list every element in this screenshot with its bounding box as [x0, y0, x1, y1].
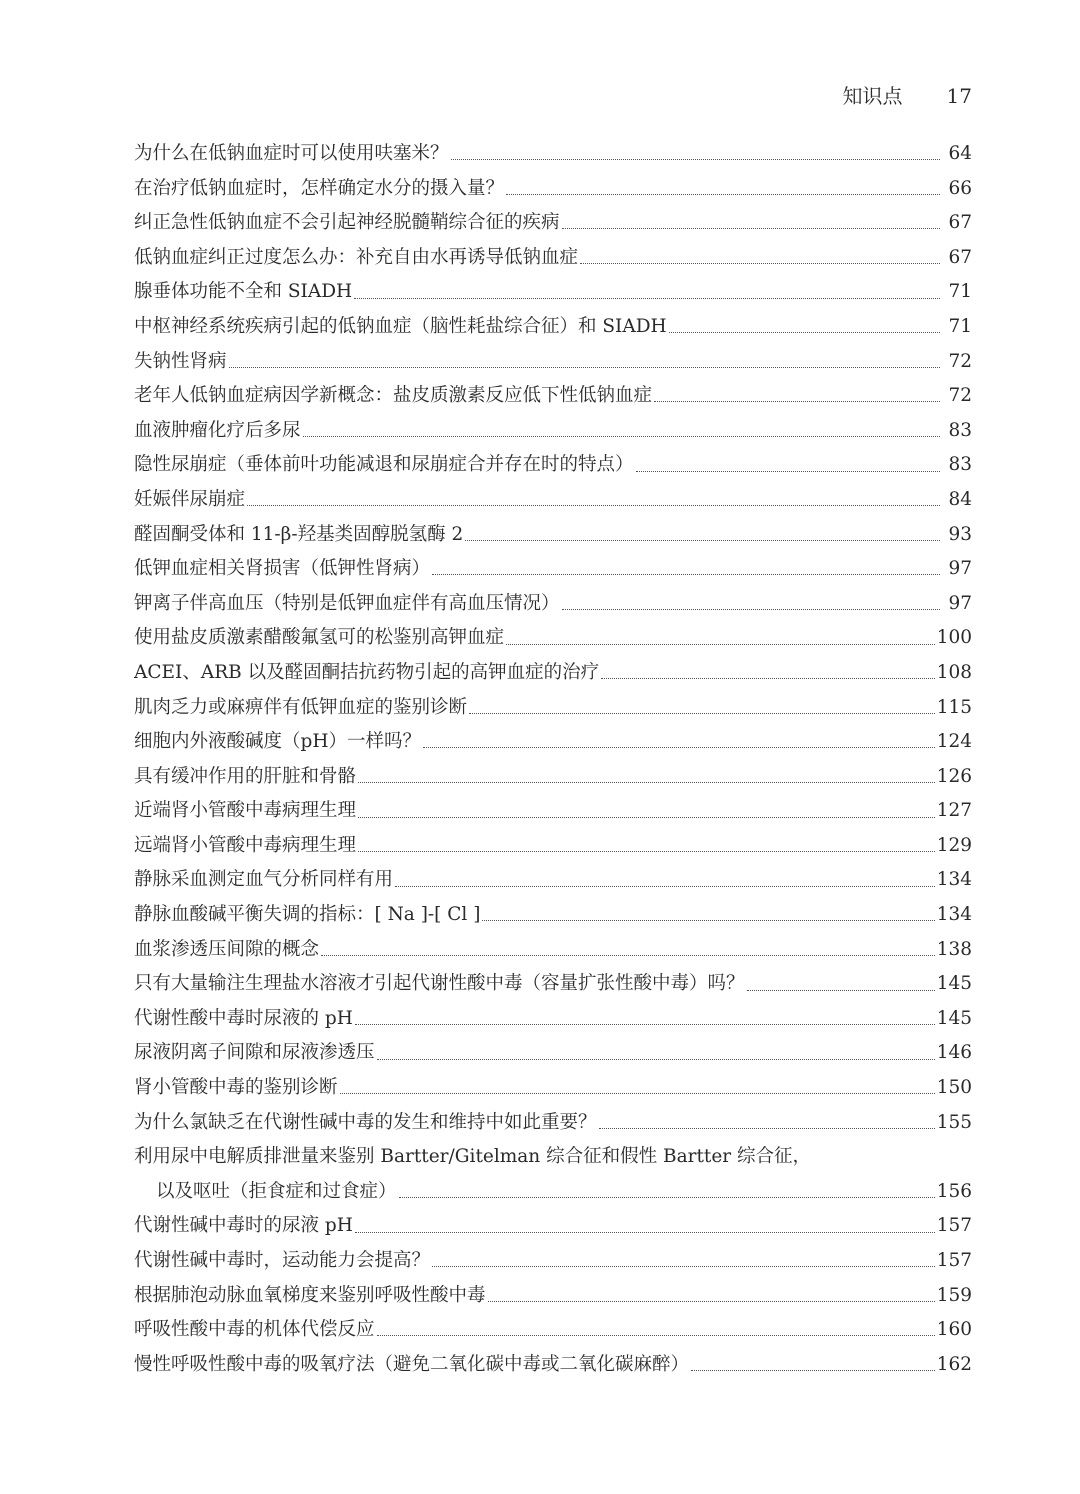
toc-entry-title: 妊娠伴尿崩症 [134, 488, 246, 510]
toc-entry-title-line: 利用尿中电解质排泄量来鉴别 Bartter/Gitelman 综合征和假性 Bartter 综合征， [134, 1146, 811, 1168]
toc-entry-title: 低钾血症相关肾损害（低钾性肾病） [134, 558, 431, 580]
toc-entry-title: 为什么氯缺乏在代谢性碱中毒的发生和维持中如此重要？ [134, 1111, 597, 1133]
toc-entry-page: 157 [936, 1215, 972, 1237]
toc-entry-page: 71 [948, 281, 972, 303]
toc-entry[interactable] [134, 967, 972, 1002]
dot-leader [247, 504, 940, 506]
dot-leader [423, 746, 935, 748]
toc-entry-page: 129 [936, 834, 972, 856]
toc-entry-title: ACEI、ARB 以及醛固酮拮抗药物引起的高钾血症的治疗 [134, 661, 600, 683]
dot-leader [562, 227, 940, 229]
toc-entry[interactable] [134, 933, 972, 968]
toc-entry-title: 使用盐皮质激素醋酸氟氢可的松鉴别高钾血症 [134, 627, 505, 649]
toc-entry-title: 为什么在低钠血症时可以使用呋塞米？ [134, 143, 449, 164]
toc-entry[interactable] [134, 1348, 972, 1383]
dot-leader [691, 1369, 935, 1371]
toc-entry-title: 根据肺泡动脉血氧梯度来鉴别呼吸性酸中毒 [134, 1284, 486, 1306]
toc-entry-title: 远端肾小管酸中毒病理生理 [134, 834, 357, 856]
dot-leader [399, 1196, 935, 1198]
dot-leader [303, 435, 940, 437]
toc-entry-title: 肾小管酸中毒的鉴别诊断 [134, 1077, 338, 1099]
dot-leader [482, 919, 934, 921]
toc-entry-page: 83 [948, 419, 972, 441]
toc-entry[interactable] [134, 656, 972, 691]
toc-entry-page: 134 [936, 904, 972, 926]
dot-leader [506, 643, 935, 645]
page-number: 17 [946, 84, 972, 108]
toc-entry[interactable] [134, 794, 972, 829]
toc-entry-page: 97 [948, 592, 972, 614]
toc-entry-title: 隐性尿崩症（垂体前叶功能减退和尿崩症合并存在时的特点） [134, 454, 634, 476]
toc-entry-page: 67 [948, 246, 972, 268]
toc-entry[interactable] [134, 310, 972, 345]
toc-entry[interactable] [134, 345, 972, 380]
toc-entry[interactable] [134, 241, 972, 276]
toc-entry[interactable] [134, 725, 972, 760]
toc-entry-title: 腺垂体功能不全和 SIADH [134, 281, 353, 303]
dot-leader [229, 366, 940, 368]
toc-entry-title: 代谢性酸中毒时尿液的 pH [134, 1007, 353, 1029]
section-title: 知识点 [842, 84, 903, 108]
dot-leader [469, 712, 935, 714]
toc-entry-page: 71 [948, 315, 972, 337]
toc-entry-page: 72 [948, 385, 972, 407]
toc-entry-page: 127 [936, 800, 972, 822]
toc-entry-title: 细胞内外液酸碱度（pH）一样吗？ [134, 731, 421, 753]
running-header [843, 80, 972, 109]
toc-entry-title: 呼吸性酸中毒的机体代偿反应 [134, 1319, 375, 1341]
toc-entry-title: 代谢性碱中毒时，运动能力会提高？ [134, 1250, 431, 1271]
toc-entry-title: 失钠性肾病 [134, 350, 227, 372]
toc-entry-title: 醛固酮受体和 11-β-羟基类固醇脱氢酶 2 [134, 523, 464, 545]
toc-entry-page: 156 [936, 1180, 972, 1202]
toc-entry[interactable] [134, 863, 972, 898]
toc-entry[interactable] [134, 898, 972, 933]
toc-entry-page: 84 [948, 488, 972, 510]
toc-entry[interactable] [134, 137, 972, 172]
dot-leader [395, 885, 935, 887]
toc-entry-page: 145 [936, 973, 972, 995]
toc-entry-title: 具有缓冲作用的肝脏和骨骼 [134, 765, 357, 787]
toc-entry-page: 134 [936, 869, 972, 891]
dot-leader [636, 470, 940, 472]
toc-entry[interactable] [134, 621, 972, 656]
toc-entry[interactable] [134, 1279, 972, 1314]
toc-entry-title: 静脉血酸碱平衡失调的指标：[ Na ]-[ Cl ] [134, 904, 481, 926]
toc-entry-title: 以及呕吐（拒食症和过食症） [156, 1180, 397, 1202]
toc-entry-title: 静脉采血测定血气分析同样有用 [134, 869, 394, 891]
toc-entry-page: 100 [936, 627, 972, 649]
dot-leader [377, 1058, 935, 1060]
toc-entry-page: 155 [936, 1111, 972, 1133]
toc-entry[interactable] [134, 587, 972, 622]
toc-entry[interactable] [134, 1209, 972, 1244]
dot-leader [358, 816, 935, 818]
toc-entry-title: 血浆渗透压间隙的概念 [134, 938, 320, 960]
dot-leader [321, 954, 935, 956]
dot-leader [599, 1127, 935, 1129]
table-of-contents [134, 137, 972, 1382]
toc-entry[interactable] [134, 1071, 972, 1106]
toc-entry-page: 162 [936, 1353, 972, 1375]
dot-leader [601, 677, 935, 679]
dot-leader [654, 400, 940, 402]
toc-entry-page: 66 [948, 177, 972, 199]
toc-entry-title: 血液肿瘤化疗后多尿 [134, 419, 301, 441]
toc-entry[interactable] [134, 1175, 972, 1210]
dot-leader [354, 297, 940, 299]
toc-entry[interactable] [134, 483, 972, 518]
dot-leader [377, 1334, 935, 1336]
toc-entry-page: 83 [948, 454, 972, 476]
toc-entry-page: 64 [948, 143, 972, 164]
dot-leader [747, 989, 935, 991]
toc-entry-title: 纠正急性低钠血症不会引起神经脱髓鞘综合征的疾病 [134, 212, 560, 234]
toc-entry-title: 只有大量输注生理盐水溶液才引起代谢性酸中毒（容量扩张性酸中毒）吗？ [134, 973, 745, 995]
dot-leader [506, 193, 940, 195]
toc-entry-page: 157 [936, 1250, 972, 1271]
toc-entry-page: 126 [936, 765, 972, 787]
toc-entry-title: 尿液阴离子间隙和尿液渗透压 [134, 1042, 375, 1064]
toc-entry-title: 慢性呼吸性酸中毒的吸氧疗法（避免二氧化碳中毒或二氧化碳麻醉） [134, 1353, 690, 1375]
toc-entry[interactable] [134, 1002, 972, 1037]
dot-leader [465, 539, 940, 541]
toc-entry-title: 代谢性碱中毒时的尿液 pH [134, 1215, 353, 1237]
toc-entry[interactable] [134, 691, 972, 726]
toc-entry-title: 钾离子伴高血压（特别是低钾血症伴有高血压情况） [134, 592, 560, 614]
dot-leader [358, 850, 935, 852]
toc-entry-page: 108 [936, 661, 972, 683]
dot-leader [358, 781, 935, 783]
toc-entry-page: 97 [948, 558, 972, 580]
toc-entry[interactable] [134, 552, 972, 587]
toc-entry-page: 93 [948, 523, 972, 545]
dot-leader [451, 158, 940, 160]
toc-entry-title: 肌肉乏力或麻痹伴有低钾血症的鉴别诊断 [134, 696, 468, 718]
toc-entry-title: 低钠血症纠正过度怎么办：补充自由水再诱导低钠血症 [134, 246, 579, 268]
toc-entry-title: 在治疗低钠血症时，怎样确定水分的摄入量？ [134, 177, 505, 199]
toc-entry[interactable] [134, 829, 972, 864]
toc-entry[interactable] [134, 1036, 972, 1071]
dot-leader [340, 1092, 935, 1094]
toc-entry-page: 138 [936, 938, 972, 960]
toc-entry-page: 124 [936, 731, 972, 753]
toc-entry-title: 近端肾小管酸中毒病理生理 [134, 800, 357, 822]
toc-entry-page: 146 [936, 1042, 972, 1064]
toc-entry[interactable] [134, 760, 972, 795]
toc-entry-page: 115 [936, 696, 972, 718]
toc-entry[interactable] [134, 275, 972, 310]
toc-entry[interactable] [134, 414, 972, 449]
dot-leader [355, 1231, 935, 1233]
toc-entry[interactable] [134, 448, 972, 483]
toc-entry[interactable] [134, 1106, 972, 1141]
toc-entry-page: 67 [948, 212, 972, 234]
dot-leader [488, 1300, 935, 1302]
toc-entry-page: 159 [936, 1284, 972, 1306]
dot-leader [432, 573, 940, 575]
toc-entry-title: 中枢神经系统疾病引起的低钠血症（脑性耗盐综合征）和 SIADH [134, 315, 667, 337]
toc-entry[interactable] [134, 379, 972, 414]
toc-entry-page: 72 [948, 350, 972, 372]
toc-entry-page: 150 [936, 1077, 972, 1099]
toc-entry[interactable] [134, 206, 972, 241]
toc-entry[interactable] [134, 518, 972, 553]
dot-leader [432, 1265, 935, 1267]
toc-entry-page: 160 [936, 1319, 972, 1341]
toc-entry[interactable] [134, 1244, 972, 1279]
toc-entry[interactable] [134, 172, 972, 207]
toc-entry[interactable] [134, 1313, 972, 1348]
toc-entry-page: 145 [936, 1007, 972, 1029]
dot-leader [355, 1023, 935, 1025]
toc-entry-title: 老年人低钠血症病因学新概念：盐皮质激素反应低下性低钠血症 [134, 385, 653, 407]
dot-leader [562, 608, 940, 610]
dot-leader [580, 262, 940, 264]
dot-leader [669, 331, 940, 333]
